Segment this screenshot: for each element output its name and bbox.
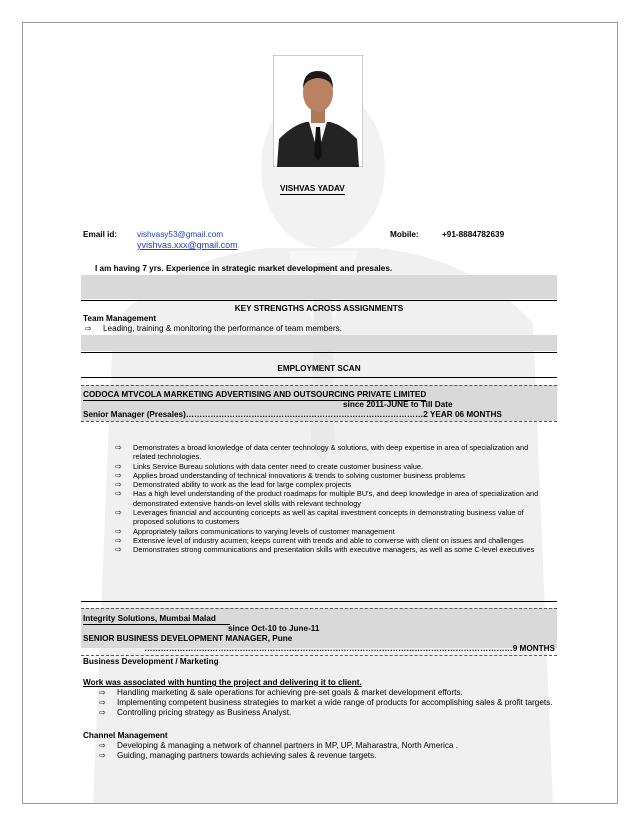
job1-list — [115, 443, 545, 555]
list-item — [99, 741, 559, 751]
section-rule — [81, 352, 557, 353]
job-header-dash — [81, 608, 557, 609]
list-item-text: Leading, training & monitoring the performance of team members. — [103, 324, 342, 333]
list-item — [99, 708, 559, 718]
list-item — [99, 698, 559, 708]
strengths-subtitle: Team Management — [83, 314, 157, 323]
section-rule — [81, 300, 557, 301]
arrow-bullet-icon: ⇨ — [115, 535, 122, 545]
arrow-bullet-icon: ⇨ — [99, 741, 106, 750]
section-band — [81, 335, 557, 351]
arrow-bullet-icon: ⇨ — [85, 324, 92, 333]
list-item — [85, 324, 555, 334]
section-rule — [81, 377, 557, 378]
email-secondary-link[interactable]: yvishvas.xxx@gmail.com — [137, 240, 238, 250]
list-item — [115, 471, 545, 480]
section-band — [81, 275, 557, 299]
list-item-text: Developing & managing a network of channel partners in MP, UP, Maharastra, North America . — [117, 741, 459, 750]
job2-duration: ………………………………………………………………………………………………………………………9 MONTHS — [144, 644, 555, 653]
mobile-label: Mobile: — [390, 230, 419, 239]
job2-role: SENIOR BUSINESS DEVELOPMENT MANAGER, Pune — [83, 634, 293, 643]
job2-list — [99, 688, 559, 718]
list-item — [115, 527, 545, 536]
list-item — [99, 688, 559, 698]
list-item-text: Handling marketing & sale operations for achieving pre-set goals & market development efforts. — [117, 688, 463, 697]
job2-department: Business Development / Marketing — [83, 657, 219, 666]
list-item-text: Links Service Bureau solutions with data center need to create customer business value. — [133, 461, 424, 471]
strengths-title: KEY STRENGTHS ACROSS ASSIGNMENTS — [234, 304, 404, 313]
job1-company: CODOCA MTVCOLA MARKETING ADVERTISING AND OUTSOURCING PRIVATE LIMITED — [83, 390, 427, 399]
job-header-dash — [81, 655, 557, 656]
list-item-text: Appropriately tailors communications to varying levels of customer management — [133, 526, 395, 536]
list-item — [115, 480, 545, 489]
email-primary[interactable]: vishvasy53@gmail.com — [137, 230, 224, 239]
mobile-number: +91-8884782639 — [442, 230, 505, 239]
section-rule — [81, 601, 557, 602]
list-item-text: Implementing competent business strategies to market a wide range of products for accomplishing sales & profit targets. — [117, 698, 553, 707]
list-item-text: Demonstrates a broad knowledge of data center technology & solutions, with deep expertise in area of specialization and related technologies. — [133, 443, 529, 462]
arrow-bullet-icon: ⇨ — [115, 545, 122, 555]
list-item-text: Demonstrated ability to work as the lead for large complex projects — [133, 480, 352, 490]
arrow-bullet-icon: ⇨ — [99, 751, 106, 760]
list-item — [115, 489, 545, 508]
list-item-text: Leverages financial and accounting concepts as well as capital investment concepts in demonstrating business value of proposed solutions to customers — [133, 508, 524, 527]
list-item — [115, 508, 545, 527]
resume-page — [22, 22, 618, 804]
list-item-text: Guiding, managing partners towards achieving sales & revenue targets. — [117, 751, 377, 760]
employment-title: EMPLOYMENT SCAN — [277, 364, 361, 373]
list-item-text: Has a high level understanding of the product roadmaps for multiple BU's, and deep knowledge in area of specialization and demonstrated extensive hands-on level skills with relevant technology — [133, 489, 539, 508]
candidate-name: VISHVAS YADAV — [280, 184, 345, 193]
list-item — [115, 462, 545, 471]
list-item-text: Extensive level of industry acumen; keeps current with trends and able to converse with client on issues and challenges — [133, 535, 524, 545]
channel-list — [99, 741, 559, 761]
arrow-bullet-icon: ⇨ — [115, 526, 122, 536]
summary-text: I am having 7 yrs. Experience in strategic market development and presales. — [95, 264, 393, 273]
arrow-bullet-icon: ⇨ — [115, 508, 122, 518]
arrow-bullet-icon: ⇨ — [115, 470, 122, 480]
list-item — [115, 536, 545, 545]
email-label: Email id: — [83, 230, 118, 239]
arrow-bullet-icon: ⇨ — [115, 480, 122, 490]
arrow-bullet-icon: ⇨ — [115, 489, 122, 499]
list-item — [99, 751, 559, 761]
list-item — [115, 545, 545, 554]
channel-title: Channel Management — [83, 731, 168, 740]
job1-period: since 2011-JUNE to Till Date — [343, 400, 453, 409]
arrow-bullet-icon: ⇨ — [99, 688, 106, 697]
job2-company: Integrity Solutions, Mumbai Malad — [83, 614, 230, 625]
strengths-list — [85, 324, 555, 334]
job2-intro: Work was associated with hunting the project and delivering it to client. — [83, 678, 362, 687]
job2-period: since Oct-10 to June-11 — [228, 624, 320, 633]
job-header-dash — [81, 385, 557, 386]
list-item-text: Applies broad understanding of technical innovations & trends to solving customer business problems — [133, 470, 465, 480]
arrow-bullet-icon: ⇨ — [115, 443, 122, 452]
profile-photo — [273, 55, 363, 167]
arrow-bullet-icon: ⇨ — [115, 461, 122, 471]
list-item-text: Controlling pricing strategy as Business Analyst. — [117, 708, 292, 717]
arrow-bullet-icon: ⇨ — [99, 698, 106, 707]
list-item-text: Demonstrates strong communications and presentation skills with executive managers, as well as some C-level executives — [133, 545, 535, 555]
job-header-dash — [81, 421, 557, 422]
list-item — [115, 443, 545, 462]
arrow-bullet-icon: ⇨ — [99, 708, 106, 717]
job1-role: Senior Manager (Presales)……………………………………………………………………………2 YEAR 06 MONTHS — [83, 410, 502, 419]
